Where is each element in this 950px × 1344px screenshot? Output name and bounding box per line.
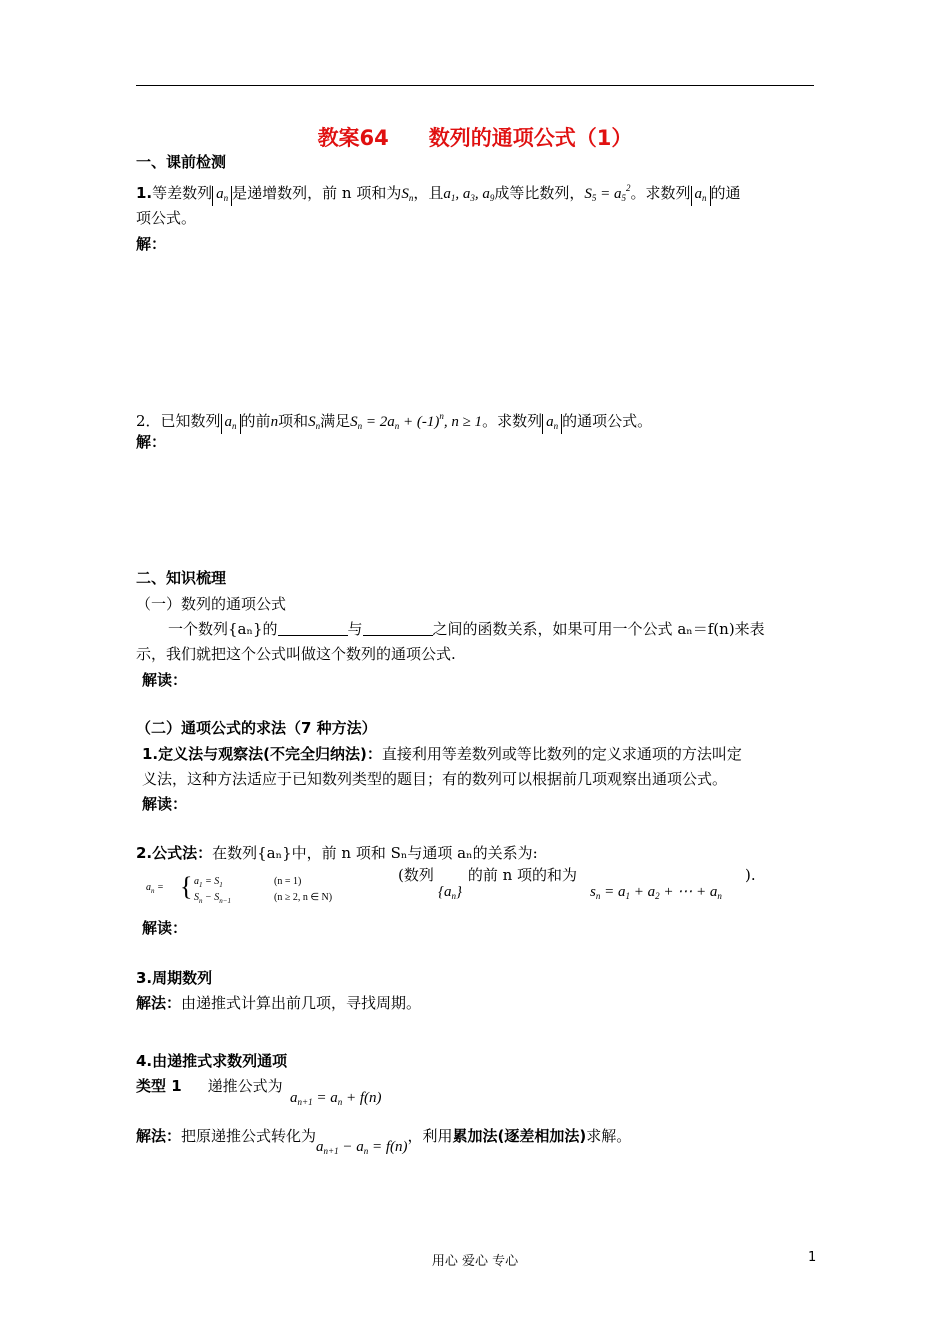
type-1: 类型 1 递推公式为 [136,1077,283,1095]
definition-para: 一个数列{aₙ}的 与 之间的函数关系，如果可用一个公式 aₙ＝f(n)来表 [168,620,765,638]
subheading-2: （二）通项公式的求法（7 种方法） [136,719,377,737]
sequence-symbol: $\{a_n\}$ [438,884,462,901]
method-1-cont: 义法，这种方法适应于已知数列类型的题目；有的数列可以根据前几项观察出通项公式。 [142,770,728,788]
question-1: 1.等差数列 $a_n$ 是递增数列，前 n 项和为$S_n$，且$a_1$, $a_3$, $a_9$成等比数列，$S_5 = a_5^2$。求数列 $a_n$ 的通 [136,176,741,210]
subheading-1: （一）数列的通项公式 [136,595,287,613]
method-3-solution: 解法：由递推式计算出前几项，寻找周期。 [136,994,422,1012]
section-heading-1: 一、课前检测 [136,153,227,171]
method-2: 2.公式法：在数列{aₙ}中，前 n 项和 Sₙ与通项 aₙ的关系为: [136,844,538,862]
question-2: 2．已知数列 $a_n$ 的前n项和$S_n$满足$S_n = 2a_n + (-1)^n$, n ≥ 1。求数列 $a_n$ 的通项公式。 [136,404,652,438]
method-1: 1.定义法与观察法(不完全归纳法)：直接利用等差数列或等比数列的定义求通项的方法叫定 [142,745,742,763]
question-1-cont: 项公式。 [136,209,197,227]
read-label-3: 解读： [142,919,188,937]
section-heading-2: 二、知识梳理 [136,569,227,587]
read-label-2: 解读： [142,795,188,813]
header-rule [136,85,814,86]
method-4-solution: 解法：把原递推公式转化为$a_{n+1} - a_n = f(n)$，利用累加法(逐差相加法)求解。 [136,1127,632,1156]
formula-note-end: ). [745,866,756,884]
answer-label-2: 解： [136,433,167,451]
formula-note: (数列 的前 n 项的和为 [398,866,578,884]
answer-label-1: 解： [136,235,167,253]
page-title: 教案64 数列的通项公式（1） [317,126,633,150]
piecewise-formula: $a_n$ = { $a_1 = S_1$ $S_n - S_{n-1}$ (n = 1) (n ≥ 2, n ∈ N) [146,872,333,905]
sum-formula: $s_n = a_1 + a_2$ + ⋯ + $a_n$ [590,884,722,901]
method-3-heading: 3.周期数列 [136,969,213,987]
footer-motto: 用心 爱心 专心 [431,1254,519,1269]
definition-para-cont: 示，我们就把这个公式叫做这个数列的通项公式. [136,645,456,663]
read-label-1: 解读： [142,671,188,689]
method-4-heading: 4.由递推式求数列通项 [136,1052,288,1070]
page-number: 1 [808,1250,817,1265]
recurrence-formula: $a_{n+1} = a_n + f(n)$ [290,1090,382,1107]
